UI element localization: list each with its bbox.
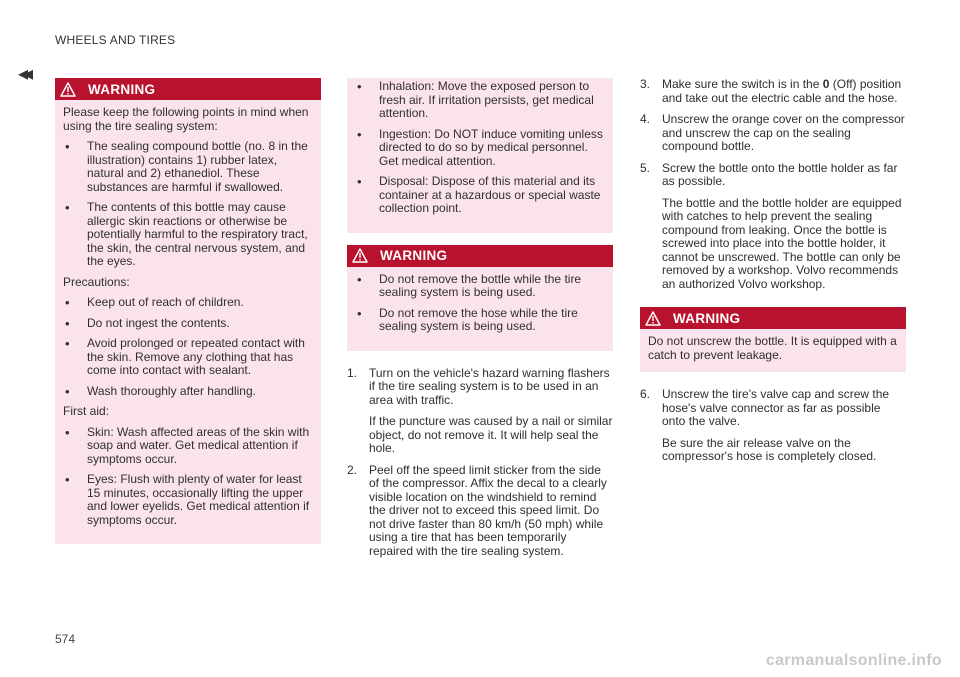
list-item: • Keep out of reach of children. bbox=[63, 296, 313, 310]
step-item bbox=[640, 388, 906, 464]
step-text: Unscrew the orange cover on the compressor and unscrew the cap on the sealing compound bottle. bbox=[662, 112, 905, 153]
warning-box-unscrew bbox=[640, 307, 906, 372]
step-item bbox=[640, 162, 906, 292]
warning-box-bottle bbox=[347, 245, 613, 351]
step-note: If the puncture was caused by a nail or similar object, do not remove it. It will help seal the hole. bbox=[369, 414, 613, 455]
column-3 bbox=[640, 78, 906, 472]
hazard-list bbox=[63, 140, 313, 269]
precautions-label: Precautions: bbox=[63, 274, 130, 289]
step-text: Peel off the speed limit sticker from the side of the compressor. Affix the decal to a clearly visible location on the windshield to remind the driver not to exceed this speed limit. Do not drive faster than 80 km/h (50 mph) while using a tire that has been temporarily repaired with the tire sealing system. bbox=[369, 462, 607, 558]
column-2 bbox=[347, 78, 613, 566]
list-item: • The contents of this bottle may cause allergic skin reactions or otherwise be potentially harmful to the respiratory tract, the skin, the central nervous system, and the eyes. bbox=[63, 201, 313, 269]
step-number: 4. bbox=[640, 112, 651, 126]
step-number: 3. bbox=[640, 77, 651, 91]
step-note: Be sure the air release valve on the compressor's hose is completely closed. bbox=[662, 435, 877, 463]
list-item: • The sealing compound bottle (no. 8 in the illustration) contains 1) rubber latex, natural and 2) ethanediol. These substances are harmful if swallowed. bbox=[63, 140, 313, 194]
step-text bbox=[662, 78, 906, 105]
warning-header bbox=[347, 245, 613, 267]
switch-off-symbol: 0 bbox=[822, 77, 830, 91]
list-item: • Avoid prolonged or repeated contact with the skin. Remove any clothing that has come into contact with sealant. bbox=[63, 337, 313, 378]
list-item: • Wash thoroughly after handling. bbox=[63, 385, 313, 399]
warning-body bbox=[347, 267, 613, 351]
first-aid-label: First aid: bbox=[63, 404, 110, 418]
warning-title: WARNING bbox=[380, 248, 448, 263]
list-item: • Do not ingest the contents. bbox=[63, 317, 313, 331]
warning-header bbox=[640, 307, 906, 329]
warning-intro: Please keep the following points in mind when using the tire sealing system: bbox=[63, 105, 309, 133]
steps-list bbox=[640, 388, 906, 464]
watermark: carmanualsonline.info bbox=[765, 652, 942, 669]
warning-triangle-icon bbox=[352, 248, 368, 263]
steps-list bbox=[347, 367, 613, 559]
column-1 bbox=[55, 78, 321, 544]
step-number: 5. bbox=[640, 160, 651, 175]
warning-body bbox=[55, 100, 321, 544]
section-title: WHEELS AND TIRES bbox=[55, 33, 176, 47]
warning-box-sealant bbox=[55, 78, 321, 544]
step-number: 1. bbox=[347, 365, 358, 380]
page-number: 574 bbox=[55, 632, 76, 646]
list-item: • Do not remove the hose while the tire sealing system is being used. bbox=[355, 307, 605, 334]
steps-list bbox=[640, 78, 906, 291]
step-note: The bottle and the bottle holder are equipped with catches to help prevent the sealing compound from leaking. Once the bottle is screwed into place into the bottle holder, it cannot be unscrewed. The bottle can only be removed by a workshop. Volvo recommends an authorized Volvo workshop. bbox=[662, 195, 902, 291]
step-item bbox=[347, 367, 613, 456]
step-text-post: (Off) position and take out the electric cable and the hose. bbox=[662, 77, 902, 105]
warning-text: Do not unscrew the bottle. It is equipped with a catch to prevent leakage. bbox=[648, 334, 897, 362]
first-aid-list bbox=[63, 426, 313, 528]
step-item bbox=[640, 113, 906, 154]
list-item: • Disposal: Dispose of this material and its container at a hazardous or special waste collection point. bbox=[355, 175, 605, 216]
step-item bbox=[347, 464, 613, 559]
list-item: • Do not remove the bottle while the tire sealing system is being used. bbox=[355, 273, 605, 300]
step-item bbox=[640, 78, 906, 105]
list-item: • Eyes: Flush with plenty of water for least 15 minutes, occasionally lifting the upper and lower eyelids. Get medical attention if symptoms occur. bbox=[63, 473, 313, 527]
warning-title: WARNING bbox=[88, 81, 156, 97]
warning-triangle-icon bbox=[645, 311, 661, 326]
step-text: Turn on the vehicle's hazard warning flashers if the tire sealing system is to be used in an area with traffic. bbox=[369, 365, 610, 407]
step-text: Screw the bottle onto the bottle holder as far as possible. bbox=[662, 160, 898, 188]
warning-body bbox=[640, 329, 906, 372]
step-number: 6. bbox=[640, 387, 651, 401]
list-item: • Ingestion: Do NOT induce vomiting unless directed to do so by medical personnel. Get medical attention. bbox=[355, 128, 605, 169]
warning-header bbox=[55, 78, 321, 100]
step-text: Unscrew the tire's valve cap and screw the hose's valve connector as far as possible onto the valve. bbox=[662, 387, 890, 428]
warning-box-continued bbox=[347, 78, 613, 233]
list-item: • Inhalation: Move the exposed person to fresh air. If irritation persists, get medical attention. bbox=[355, 80, 605, 121]
list-item: • Skin: Wash affected areas of the skin with soap and water. Get medical attention if symptoms occur. bbox=[63, 426, 313, 467]
back-nav-icon[interactable]: ◂◂ bbox=[18, 63, 29, 85]
step-text-pre: Make sure the switch is in the bbox=[662, 77, 823, 91]
step-number: 2. bbox=[347, 462, 358, 477]
warning-body-continued bbox=[347, 78, 613, 233]
warning-triangle-icon bbox=[60, 82, 76, 97]
first-aid-list-continued bbox=[355, 80, 605, 216]
warning-list bbox=[355, 273, 605, 334]
warning-title: WARNING bbox=[673, 310, 741, 326]
precautions-list bbox=[63, 296, 313, 398]
